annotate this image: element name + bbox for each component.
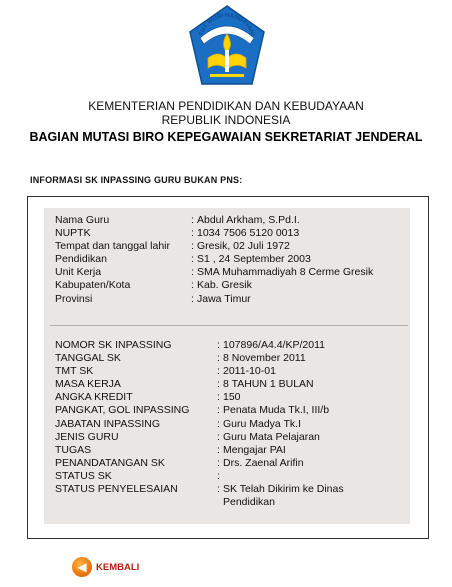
sk-separator: :: [217, 339, 220, 351]
sk-separator: :: [217, 378, 220, 391]
sk-value: Penata Muda Tk.I, III/b: [223, 404, 330, 417]
country-name: REPUBLIK INDONESIA: [161, 113, 291, 127]
info-separator: :: [191, 253, 194, 266]
section-title: INFORMASI SK INPASSING GURU BUKAN PNS:: [30, 175, 243, 185]
logo-motto: TUT WURI HANDAYANI: [198, 12, 256, 37]
sk-separator: :: [217, 404, 220, 417]
section-divider: [50, 325, 408, 326]
sk-value: 8 TAHUN 1 BULAN: [223, 378, 314, 391]
info-separator: :: [191, 292, 194, 305]
sk-value: SK Telah Dikirim ke Dinas Pendidikan: [223, 483, 344, 508]
info-label: Unit Kerja: [55, 266, 102, 279]
sk-label: NOMOR SK INPASSING: [55, 339, 172, 351]
sk-label: TANGGAL SK: [55, 352, 121, 365]
sk-value: 2011-10-01: [223, 365, 276, 378]
info-label: Nama Guru: [55, 214, 110, 226]
info-value: 1034 7506 5120 0013: [197, 227, 300, 240]
sk-value: Drs. Zaenal Arifin: [223, 456, 304, 469]
sk-separator: :: [217, 391, 220, 404]
info-label: Provinsi: [55, 292, 93, 305]
info-separator: :: [191, 227, 194, 240]
sk-separator: :: [217, 417, 220, 430]
sk-label: PANGKAT, GOL INPASSING: [55, 404, 190, 417]
tut-wuri-handayani-logo: [186, 4, 268, 90]
kembali-button[interactable]: [72, 556, 139, 578]
info-separator: :: [191, 240, 194, 253]
ministry-name: KEMENTERIAN PENDIDIKAN DAN KEBUDAYAAN: [88, 99, 364, 113]
logo-emblem: [186, 4, 268, 90]
sk-label: TMT SK: [55, 365, 94, 378]
sk-separator: :: [217, 483, 220, 496]
sk-value: 8 November 2011: [223, 352, 306, 365]
sk-label: PENANDATANGAN SK: [55, 456, 165, 469]
sk-value: Guru Mata Pelajaran: [223, 430, 320, 443]
info-panel-inner: [44, 208, 410, 524]
sk-label: STATUS SK: [55, 469, 112, 482]
sk-value: 150: [223, 391, 241, 404]
kembali-label[interactable]: KEMBALI: [96, 561, 140, 573]
sk-value: Mengajar PAI: [223, 443, 286, 456]
arrow-left-icon[interactable]: ◀: [72, 557, 92, 577]
info-panel: [27, 196, 429, 539]
info-separator: :: [191, 279, 194, 292]
sk-separator: :: [217, 365, 220, 378]
info-separator: :: [191, 266, 194, 279]
info-label: Tempat dan tanggal lahir: [55, 240, 170, 253]
sk-label: JENIS GURU: [55, 430, 119, 443]
info-value: SMA Muhammadiyah 8 Cerme Gresik: [197, 266, 374, 279]
sk-label: TUGAS: [55, 443, 92, 456]
info-label: Kabupaten/Kota: [55, 279, 131, 292]
sk-label: STATUS PENYELESAIAN: [55, 483, 178, 496]
info-value: Abdul Arkham, S.Pd.I.: [197, 214, 300, 226]
sk-separator: :: [217, 469, 220, 482]
sk-value: Guru Madya Tk.I: [223, 417, 302, 430]
info-label: Pendidikan: [55, 253, 107, 266]
info-value: Kab. Gresik: [197, 279, 252, 292]
sk-label: JABATAN INPASSING: [55, 417, 161, 430]
info-label: NUPTK: [55, 227, 91, 240]
page-header: [0, 99, 452, 144]
info-value: S1 , 24 September 2003: [197, 253, 311, 266]
unit-name: BAGIAN MUTASI BIRO KEPEGAWAIAN SEKRETARIAT JENDERAL: [29, 130, 423, 144]
sk-label: ANGKA KREDIT: [55, 391, 133, 404]
sk-separator: :: [217, 352, 220, 365]
sk-separator: :: [217, 443, 220, 456]
sk-label: MASA KERJA: [55, 378, 121, 391]
info-value: Jawa Timur: [197, 292, 251, 305]
info-value: Gresik, 02 Juli 1972: [197, 240, 290, 253]
sk-separator: :: [217, 430, 220, 443]
sk-value: 107896/A4.4/KP/2011: [223, 339, 325, 351]
sk-separator: :: [217, 456, 220, 469]
info-separator: :: [191, 214, 194, 226]
